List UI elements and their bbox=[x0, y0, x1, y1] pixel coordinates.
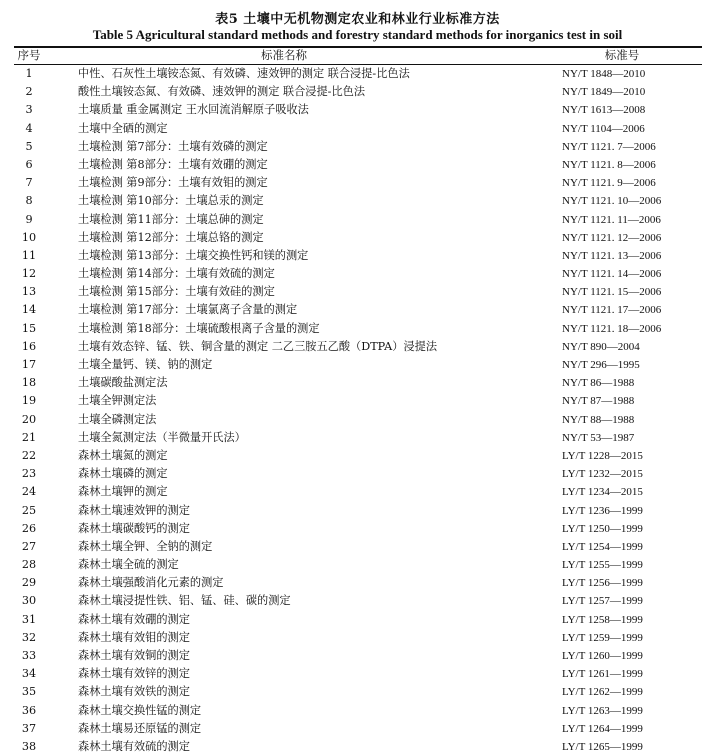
table-row bbox=[14, 283, 702, 301]
standard-number: LY/T 1260—1999 bbox=[562, 650, 643, 662]
table-row bbox=[14, 247, 702, 265]
standard-number: NY/T 1849—2010 bbox=[562, 86, 646, 99]
row-number: 5 bbox=[25, 139, 33, 153]
standard-number: LY/T 1265—1999 bbox=[562, 740, 643, 753]
table-row bbox=[14, 665, 702, 683]
table-row bbox=[14, 720, 702, 738]
standard-name: 酸性土壤铵态氮、有效磷、速效钾的测定 联合浸提-比色法 bbox=[78, 85, 366, 99]
standard-number: LY/T 1228—2015 bbox=[562, 449, 643, 462]
standard-name: 土壤质量 重金属测定 王水回流消解原子吸收法 bbox=[78, 103, 309, 117]
standard-number: LY/T 1263—1999 bbox=[562, 704, 643, 717]
standard-number: LY/T 1261—1999 bbox=[562, 668, 643, 681]
row-number: 30 bbox=[21, 594, 37, 608]
table-row bbox=[14, 520, 702, 538]
table-row bbox=[14, 265, 702, 283]
standard-name: 森林土壤浸提性铁、铝、锰、硅、碳的测定 bbox=[78, 594, 291, 608]
table-row bbox=[14, 429, 702, 447]
row-number: 31 bbox=[21, 612, 37, 626]
table-row bbox=[14, 320, 702, 338]
standard-number: LY/T 1256—1999 bbox=[562, 577, 643, 590]
standard-name: 土壤检测 第18部分：土壤硫酸根离子含量的测定 bbox=[78, 321, 320, 335]
standard-number: LY/T 1234—2015 bbox=[562, 486, 643, 499]
standard-name: 土壤有效态锌、锰、铁、铜含量的测定 二乙三胺五乙酸（DTPA）浸提法 bbox=[78, 339, 438, 353]
row-number: 20 bbox=[21, 412, 37, 426]
table-row bbox=[14, 65, 702, 83]
standard-number: NY/T 1121. 18—2006 bbox=[562, 322, 662, 335]
row-number: 34 bbox=[21, 667, 37, 681]
table-row bbox=[14, 138, 702, 156]
standard-number: NY/T 1121. 7—2006 bbox=[562, 140, 656, 153]
table-row bbox=[14, 447, 702, 465]
table-row bbox=[14, 174, 702, 192]
table-row bbox=[14, 356, 702, 374]
standard-name: 森林土壤氮的测定 bbox=[78, 448, 168, 462]
table-row bbox=[14, 338, 702, 356]
standard-name: 土壤检测 第15部分：土壤有效硅的测定 bbox=[78, 285, 275, 299]
table-row bbox=[14, 120, 702, 138]
table-row bbox=[14, 392, 702, 410]
column-header-standard-name: 标准名称 bbox=[261, 48, 307, 62]
table-row bbox=[14, 465, 702, 483]
row-number: 13 bbox=[21, 285, 37, 299]
row-number: 29 bbox=[21, 576, 37, 590]
table-body bbox=[14, 65, 702, 756]
table-row bbox=[14, 483, 702, 501]
standard-name: 土壤检测 第12部分：土壤总铬的测定 bbox=[78, 230, 264, 244]
standard-name: 森林土壤全硫的测定 bbox=[78, 558, 179, 572]
row-number: 37 bbox=[21, 721, 37, 735]
standard-name: 土壤全钾测定法 bbox=[78, 394, 157, 408]
table-row bbox=[14, 738, 702, 756]
table-row bbox=[14, 629, 702, 647]
table-row bbox=[14, 101, 702, 119]
standard-name: 土壤全氮测定法（半微量开氏法） bbox=[78, 430, 246, 444]
standard-number: NY/T 53—1987 bbox=[562, 431, 635, 444]
standard-number: LY/T 1232—2015 bbox=[562, 468, 643, 481]
standard-name: 森林土壤有效硫的测定 bbox=[78, 739, 190, 753]
standard-name: 土壤中全硒的测定 bbox=[78, 121, 168, 135]
standard-name: 森林土壤易还原锰的测定 bbox=[78, 721, 202, 735]
table-row bbox=[14, 229, 702, 247]
table-row bbox=[14, 301, 702, 319]
row-number: 9 bbox=[25, 212, 33, 226]
standard-name: 森林土壤有效硼的测定 bbox=[78, 612, 190, 626]
standard-number: LY/T 1257—1999 bbox=[562, 595, 643, 608]
row-number: 15 bbox=[21, 321, 37, 335]
row-number: 6 bbox=[25, 157, 33, 171]
standard-number: NY/T 87—1988 bbox=[562, 395, 635, 408]
column-header-standard-number: 标准号 bbox=[604, 48, 640, 62]
table-row bbox=[14, 156, 702, 174]
row-number: 10 bbox=[21, 230, 37, 244]
table-row bbox=[14, 702, 702, 720]
row-number: 2 bbox=[25, 85, 33, 99]
standard-name: 土壤碳酸盐测定法 bbox=[78, 376, 168, 390]
table-caption-chinese: 表5 土壤中无机物测定农业和林业行业标准方法 bbox=[215, 12, 500, 27]
table-row bbox=[14, 83, 702, 101]
standard-name: 土壤检测 第10部分：土壤总汞的测定 bbox=[78, 194, 264, 208]
standard-number: NY/T 1121. 11—2006 bbox=[562, 213, 661, 226]
standard-number: LY/T 1259—1999 bbox=[562, 631, 643, 644]
table-row bbox=[14, 574, 702, 592]
column-header-number: 序号 bbox=[17, 48, 41, 62]
standard-name: 土壤检测 第7部分：土壤有效磷的测定 bbox=[78, 139, 268, 153]
standard-name: 森林土壤有效铁的测定 bbox=[78, 685, 190, 699]
standard-number: NY/T 1613—2008 bbox=[562, 104, 646, 117]
standard-number: NY/T 86—1988 bbox=[562, 377, 635, 390]
standard-number: NY/T 1848—2010 bbox=[562, 68, 646, 80]
row-number: 35 bbox=[21, 685, 37, 699]
standard-name: 森林土壤有效钼的测定 bbox=[78, 630, 190, 644]
standard-name: 森林土壤钾的测定 bbox=[78, 485, 168, 499]
table-row bbox=[14, 538, 702, 556]
standard-number: NY/T 1121. 9—2006 bbox=[562, 177, 656, 190]
row-number: 33 bbox=[21, 649, 37, 662]
standard-number: NY/T 1121. 10—2006 bbox=[562, 195, 662, 208]
standard-name: 森林土壤磷的测定 bbox=[78, 467, 168, 481]
standard-number: NY/T 296—1995 bbox=[562, 359, 640, 371]
standard-number: NY/T 890—2004 bbox=[562, 340, 640, 353]
table-row bbox=[14, 211, 702, 229]
row-number: 24 bbox=[21, 485, 37, 499]
row-number: 22 bbox=[21, 448, 37, 462]
table-row bbox=[14, 192, 702, 210]
standard-name: 土壤检测 第14部分：土壤有效硫的测定 bbox=[78, 267, 275, 281]
standard-number: LY/T 1262—1999 bbox=[562, 686, 643, 699]
row-number: 19 bbox=[21, 394, 37, 408]
table-row bbox=[14, 647, 702, 665]
standard-number: LY/T 1254—1999 bbox=[562, 540, 643, 553]
row-number: 26 bbox=[21, 521, 37, 535]
standard-name: 土壤检测 第8部分：土壤有效硼的测定 bbox=[78, 157, 268, 171]
table-row bbox=[14, 556, 702, 574]
standard-number: NY/T 1121. 14—2006 bbox=[562, 268, 662, 281]
standard-number: NY/T 1104—2006 bbox=[562, 122, 645, 135]
row-number: 38 bbox=[21, 739, 37, 753]
standard-name: 森林土壤碳酸钙的测定 bbox=[78, 521, 190, 535]
standard-number: LY/T 1258—1999 bbox=[562, 613, 643, 626]
standard-name: 土壤检测 第9部分：土壤有效钼的测定 bbox=[78, 176, 268, 190]
row-number: 17 bbox=[21, 358, 37, 371]
row-number: 21 bbox=[21, 430, 37, 444]
row-number: 25 bbox=[21, 503, 37, 517]
row-number: 1 bbox=[25, 67, 33, 80]
standard-number: LY/T 1236—1999 bbox=[562, 504, 643, 517]
row-number: 14 bbox=[21, 303, 37, 317]
row-number: 4 bbox=[25, 121, 33, 135]
row-number: 12 bbox=[21, 267, 37, 281]
standard-number: NY/T 1121. 8—2006 bbox=[562, 158, 656, 171]
standard-name: 森林土壤交换性锰的测定 bbox=[78, 703, 202, 717]
standard-name: 土壤检测 第13部分：土壤交换性钙和镁的测定 bbox=[78, 248, 309, 262]
standard-name: 土壤检测 第11部分：土壤总砷的测定 bbox=[78, 212, 264, 226]
row-number: 16 bbox=[21, 339, 37, 353]
standard-number: NY/T 1121. 12—2006 bbox=[562, 231, 662, 244]
row-number: 36 bbox=[21, 703, 37, 717]
standard-name: 土壤全磷测定法 bbox=[78, 412, 157, 426]
standard-number: LY/T 1264—1999 bbox=[562, 722, 643, 735]
row-number: 8 bbox=[25, 194, 33, 208]
row-number: 18 bbox=[21, 376, 37, 390]
table-row bbox=[14, 611, 702, 629]
row-number: 3 bbox=[25, 103, 33, 117]
row-number: 11 bbox=[21, 248, 37, 262]
standard-number: NY/T 88—1988 bbox=[562, 413, 635, 426]
standard-name: 森林土壤强酸消化元素的测定 bbox=[78, 576, 224, 590]
table-caption-english: Table 5 Agricultural standard methods and forestry standard methods for inorganics test in soil bbox=[92, 27, 623, 42]
table-row bbox=[14, 502, 702, 520]
standard-number: LY/T 1255—1999 bbox=[562, 559, 643, 572]
standard-name: 森林土壤速效钾的测定 bbox=[78, 503, 190, 517]
table-header bbox=[14, 47, 702, 64]
table-row bbox=[14, 411, 702, 429]
standard-name: 土壤全量钙、镁、钠的测定 bbox=[78, 358, 213, 371]
row-number: 27 bbox=[21, 539, 37, 553]
row-number: 32 bbox=[21, 630, 37, 644]
standard-name: 森林土壤有效铜的测定 bbox=[78, 649, 190, 662]
row-number: 28 bbox=[21, 558, 37, 572]
row-number: 7 bbox=[25, 176, 33, 190]
standard-name: 中性、石灰性土壤铵态氮、有效磷、速效钾的测定 联合浸提-比色法 bbox=[78, 67, 410, 80]
standard-name: 土壤检测 第17部分：土壤氯离子含量的测定 bbox=[78, 303, 298, 317]
table-row bbox=[14, 592, 702, 610]
standard-number: NY/T 1121. 13—2006 bbox=[562, 249, 662, 262]
standard-number: NY/T 1121. 17—2006 bbox=[562, 304, 662, 317]
standard-name: 森林土壤全钾、全钠的测定 bbox=[78, 539, 213, 553]
table-row bbox=[14, 374, 702, 392]
table-row bbox=[14, 683, 702, 701]
standard-number: NY/T 1121. 15—2006 bbox=[562, 286, 662, 299]
row-number: 23 bbox=[21, 467, 37, 481]
standard-number: LY/T 1250—1999 bbox=[562, 522, 643, 535]
standard-name: 森林土壤有效锌的测定 bbox=[78, 667, 190, 681]
